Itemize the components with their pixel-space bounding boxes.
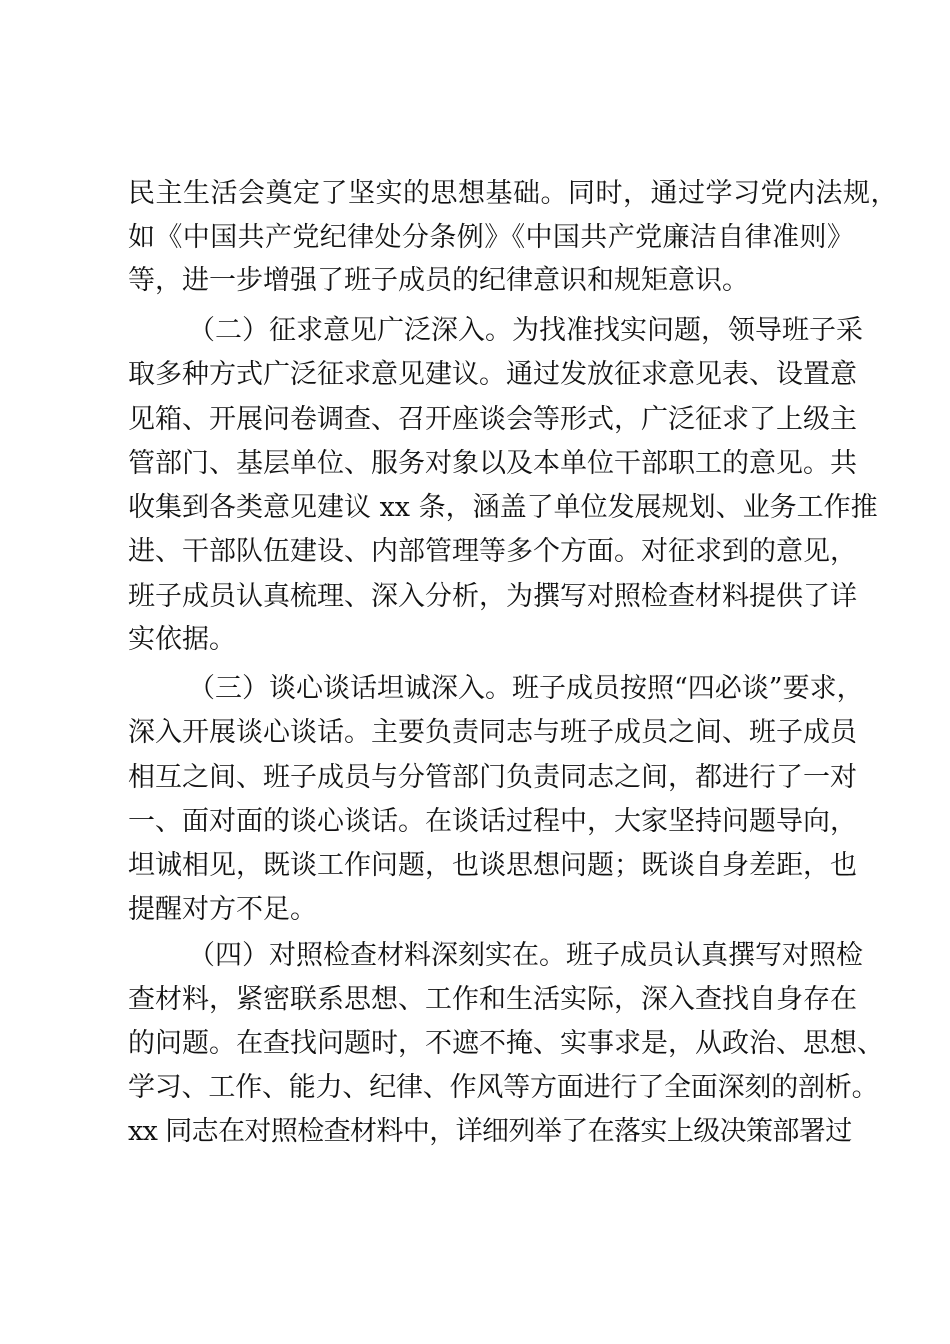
text-line: 坦诚相见，既谈工作问题，也谈思想问题；既谈自身差距，也 <box>128 850 857 881</box>
text-line: 深入开展谈心谈话。主要负责同志与班子成员之间、班子成员 <box>128 717 857 748</box>
paragraph-heading-4: （四）对照检查材料深刻实在。班子成员认真撰写对照检 <box>188 940 863 971</box>
text-line: 民主生活会奠定了坚实的思想基础。同时，通过学习党内法规， <box>128 178 898 209</box>
text-line: 取多种方式广泛征求意见建议。通过发放征求意见表、设置意 <box>128 359 857 390</box>
paragraph-heading-2: （二）征求意见广泛深入。为找准找实问题，领导班子采 <box>188 315 863 346</box>
text-line: 一、面对面的谈心谈话。在谈话过程中，大家坚持问题导向， <box>128 806 857 837</box>
text-line: 班子成员认真梳理、深入分析，为撰写对照检查材料提供了详 <box>128 581 857 612</box>
text-line: 相互之间、班子成员与分管部门负责同志之间，都进行了一对 <box>128 762 857 793</box>
paragraph-heading-3: （三）谈心谈话坦诚深入。班子成员按照“四必谈”要求， <box>188 673 864 704</box>
text-line: 进、干部队伍建设、内部管理等多个方面。对征求到的意见， <box>128 536 857 567</box>
text-line: 提醒对方不足。 <box>128 894 317 925</box>
text-line: 等，进一步增强了班子成员的纪律意识和规矩意识。 <box>128 265 749 296</box>
text-line: 学习、工作、能力、纪律、作风等方面进行了全面深刻的剖析。 <box>128 1072 879 1103</box>
text-line: 查材料，紧密联系思想、工作和生活实际，深入查找自身存在 <box>128 984 857 1015</box>
text-line: 收集到各类意见建议 xx 条，涵盖了单位发展规划、业务工作推 <box>128 492 878 523</box>
text-line: 的问题。在查找问题时，不遮不掩、实事求是，从政治、思想、 <box>128 1028 884 1059</box>
text-line: 实依据。 <box>128 624 236 655</box>
text-line: xx 同志在对照检查材料中，详细列举了在落实上级决策部署过 <box>128 1116 852 1147</box>
text-line: 管部门、基层单位、服务对象以及本单位干部职工的意见。共 <box>128 448 857 479</box>
text-line: 见箱、开展问卷调查、召开座谈会等形式，广泛征求了上级主 <box>128 404 857 435</box>
text-line: 如《中国共产党纪律处分条例》《中国共产党廉洁自律准则》 <box>128 222 855 253</box>
